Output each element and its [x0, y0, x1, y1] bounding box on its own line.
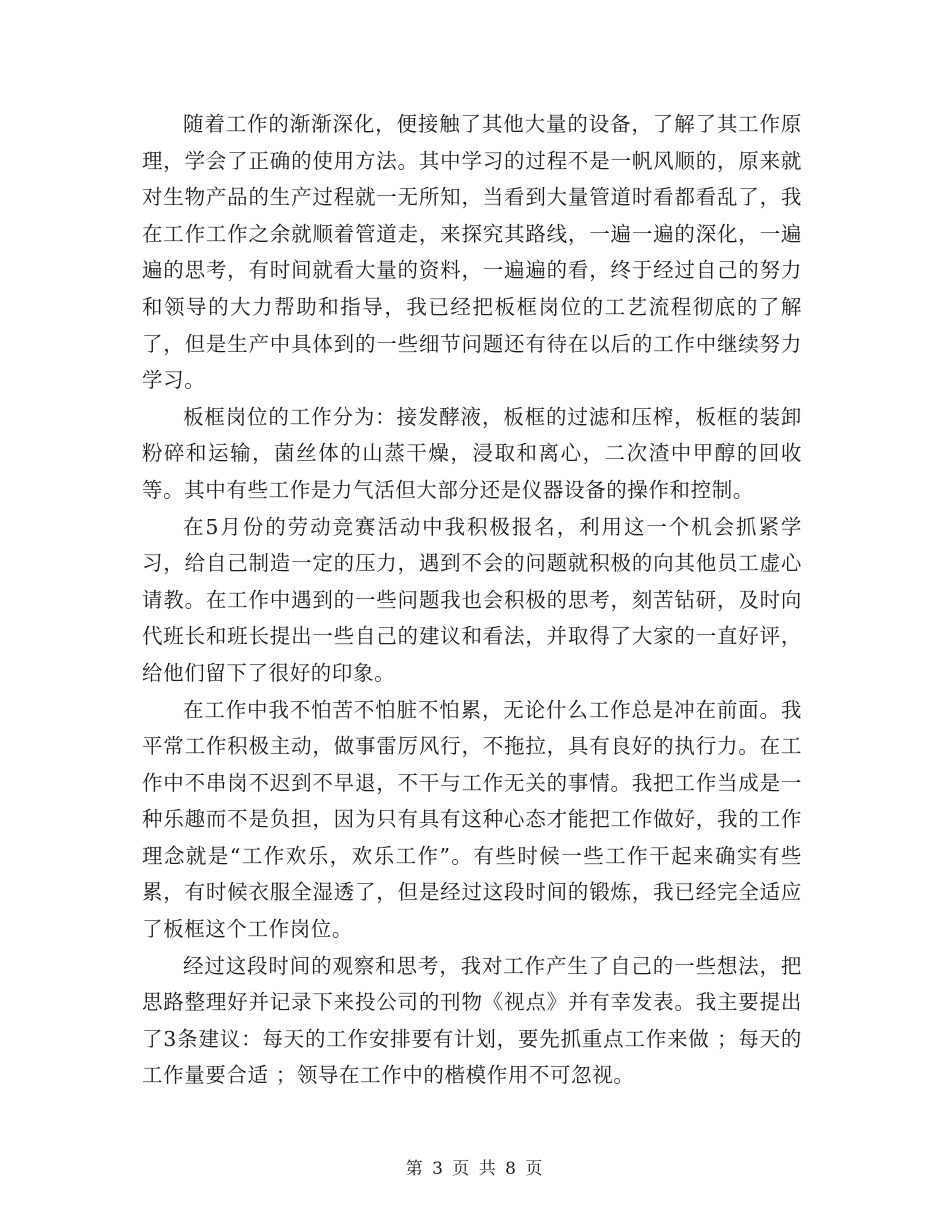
- paragraph-4: 在工作中我不怕苦不怕脏不怕累，无论什么工作总是冲在前面。我平常工作积极主动，做事雷厉风行，不拖拉，具有良好的执行力。在工作中不串岗不迟到不早退，不干与工作无关的事情。我把工作当成是一种乐趣而不是负担，因为只有具有这种心态才能把工作做好，我的工作理念就是“工作欢乐，欢乐工作”。有些时候一些工作干起来确实有些累，有时候衣服全湿透了，但是经过这段时间的锻炼，我已经完全适应了板框这个工作岗位。: [142, 697, 802, 942]
- page-footer: 第 3 页 共 8 页: [405, 1159, 545, 1179]
- paragraph-3: 在5月份的劳动竞赛活动中我积极报名，利用这一个机会抓紧学习，给自己制造一定的压力，遇到不会的问题就积极的向其他员工虚心请教。在工作中遇到的一些问题我也会积极的思考，刻苦钻研，及时向代班长和班长提出一些自己的建议和看法，并取得了大家的一直好评，给他们留下了很好的印象。: [142, 514, 802, 685]
- body-text: [142, 106, 802, 1094]
- paragraph-2: 板框岗位的工作分为：接发酵液，板框的过滤和压榨，板框的装卸粉碎和运输，菌丝体的山蒸干燥，浸取和离心，二次渣中甲醇的回收等。其中有些工作是力气活但大部分还是仪器设备的操作和控制。: [142, 404, 802, 502]
- paragraph-5: 经过这段时间的观察和思考，我对工作产生了自己的一些想法，把思路整理好并记录下来投公司的刊物《视点》并有幸发表。我主要提出了3条建议：每天的工作安排要有计划，要先抓重点工作来做 ；每天的工作量要合适 ；领导在工作中的楷模作用不可忽视。: [142, 953, 802, 1088]
- paragraph-1: 随着工作的渐渐深化，便接触了其他大量的设备，了解了其工作原理，学会了正确的使用方法。其中学习的过程不是一帆风顺的，原来就对生物产品的生产过程就一无所知，当看到大量管道时看都看乱了，我在工作工作之余就顺着管道走，来探究其路线，一遍一遍的深化，一遍遍的思考，有时间就看大量的资料，一遍遍的看，终于经过自己的努力和领导的大力帮助和指导，我已经把板框岗位的工艺流程彻底的了解了，但是生产中具体到的一些细节问题还有待在以后的工作中继续努力学习。: [142, 112, 802, 393]
